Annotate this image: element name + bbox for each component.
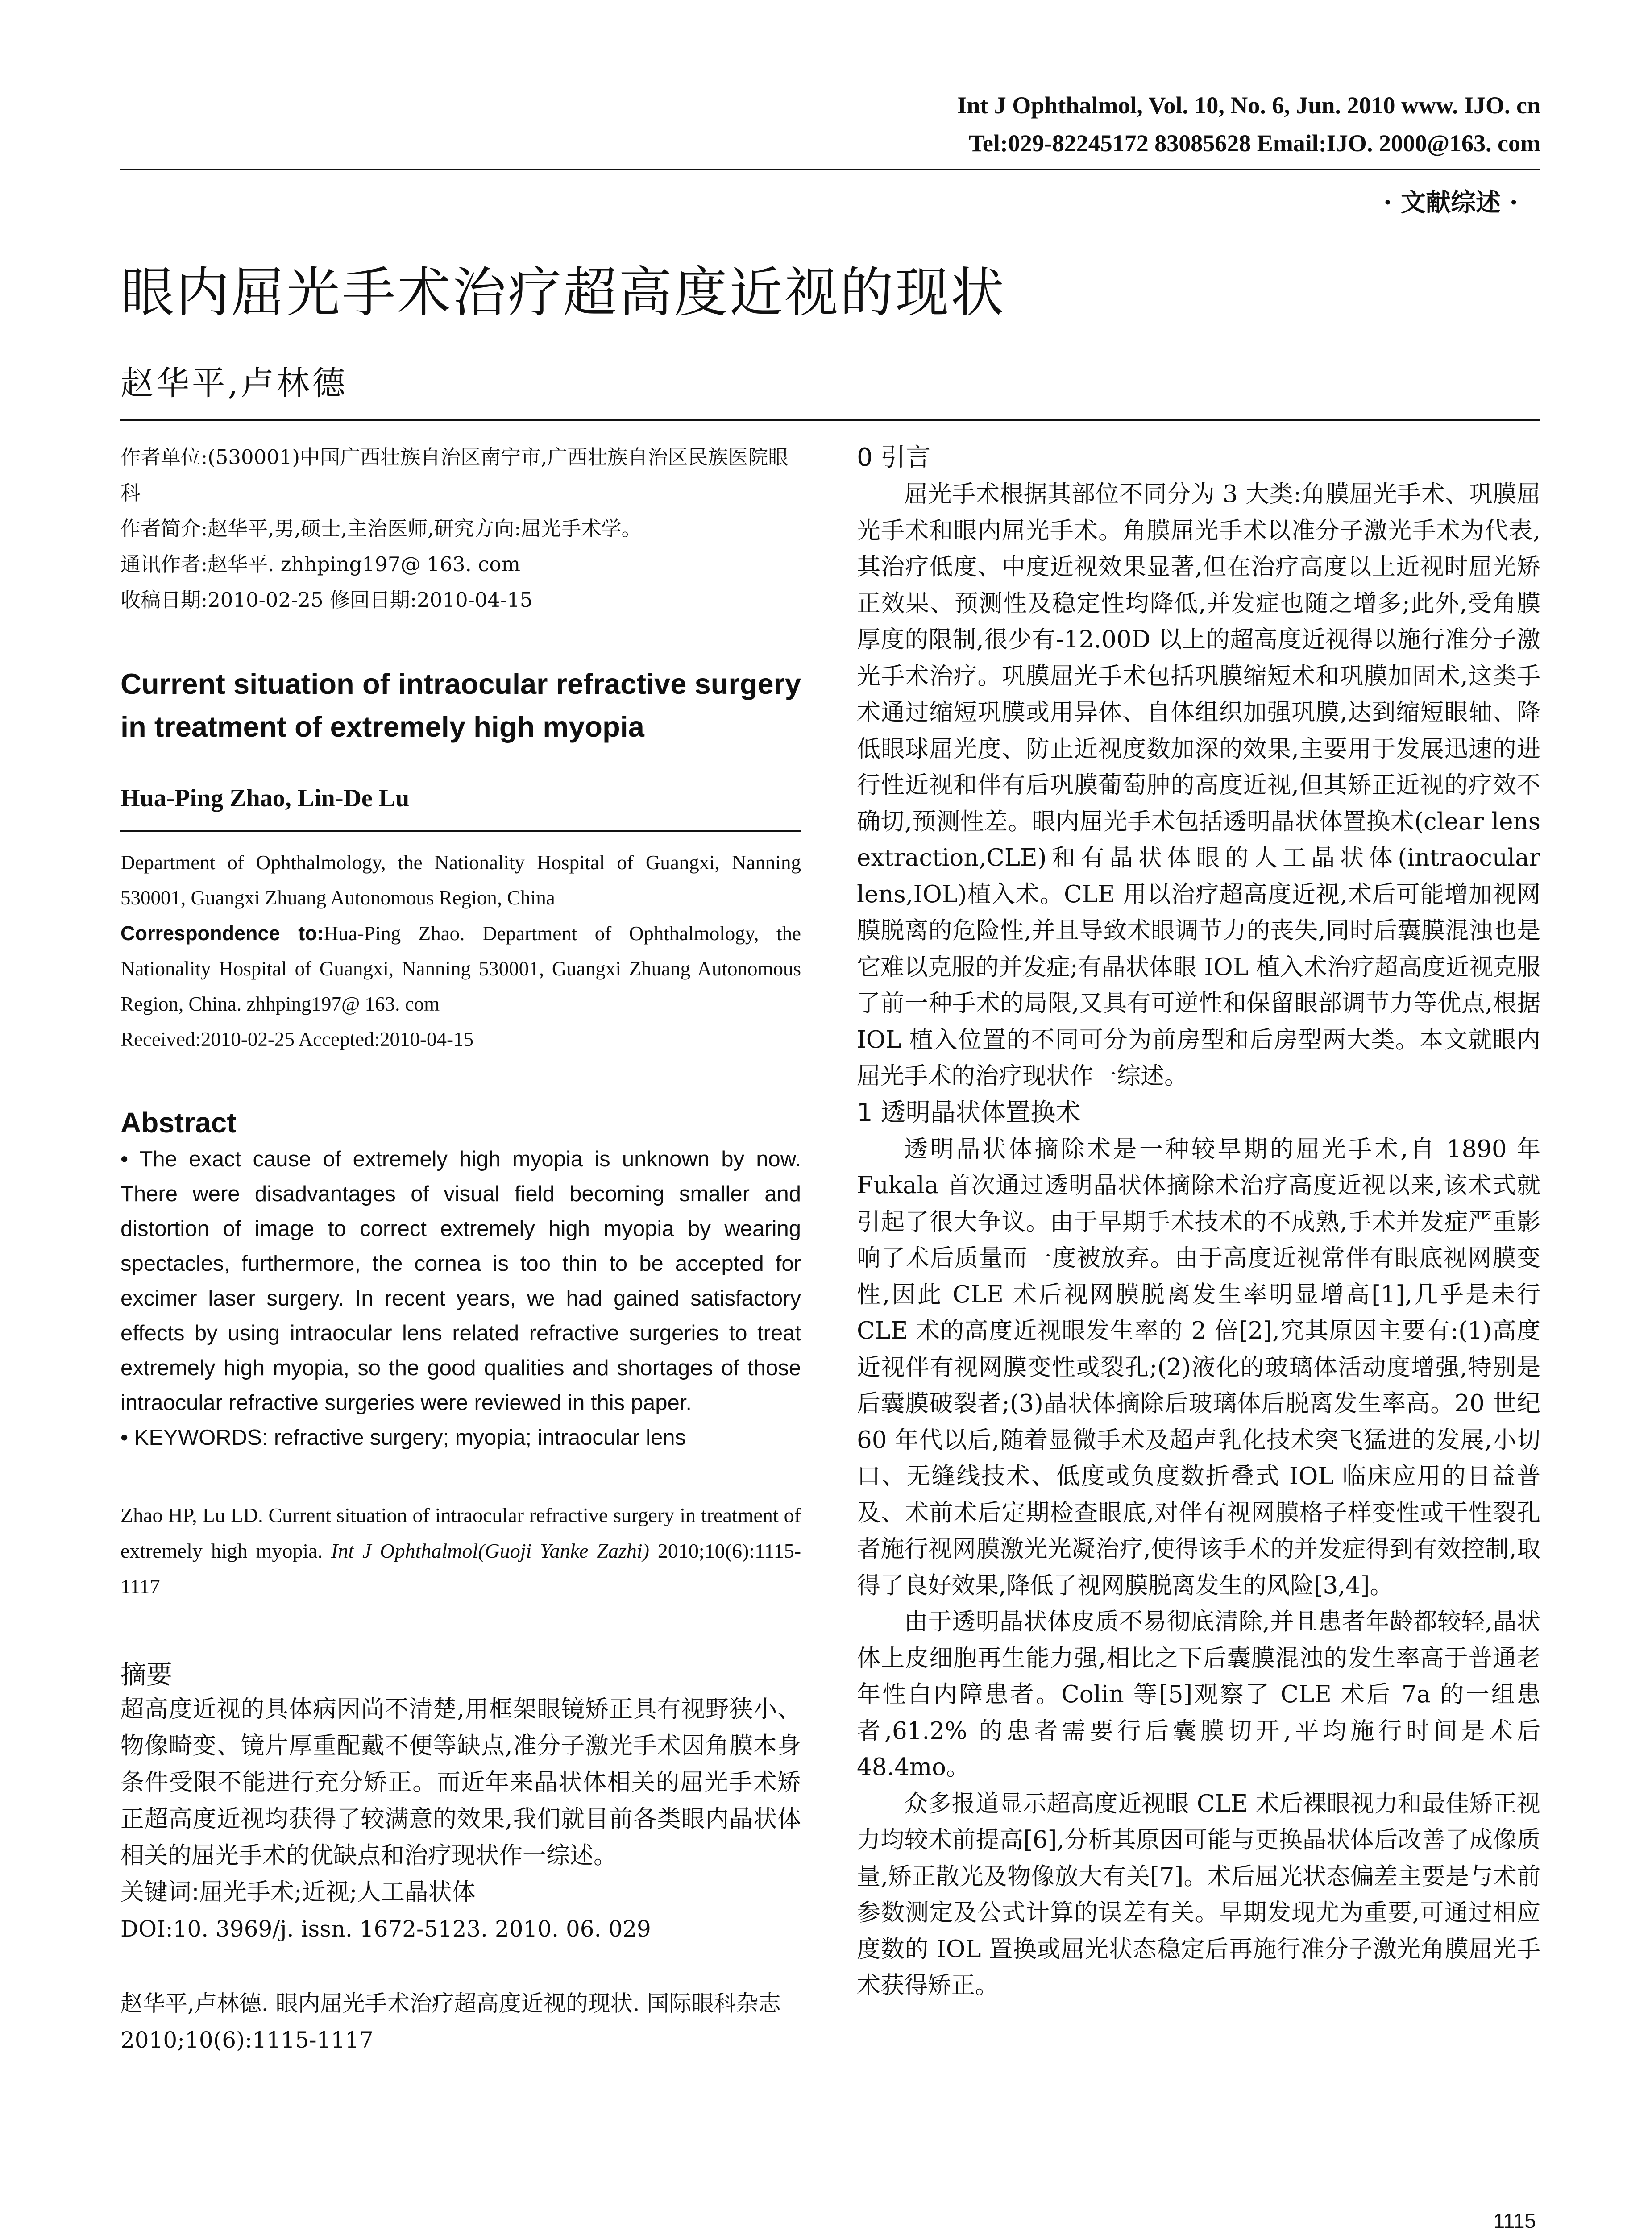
right-column <box>857 440 1540 2004</box>
english-title: Current situation of intraocular refractive surgery in treatment of extremely high myopia <box>120 668 801 743</box>
authors-chinese: 赵华平,卢林德 <box>120 364 348 402</box>
chinese-abstract-heading: 摘要 <box>120 1659 173 1690</box>
english-authors: Hua-Ping Zhao, Lin-De Lu <box>120 784 410 812</box>
section-1-paragraph-1: 透明晶状体摘除术是一种较早期的屈光手术,自 1890 年 Fukala 首次通过透明晶状体摘除术治疗高度近视以来,该术式就引起了很大争议。由于早期手术技术的不成熟,手术并发症严重影响了术后质量而一度被放弃。由于高度近视常伴有眼底视网膜变性,因此 CLE 术后视网膜脱离发生率明显增高[1],几乎是未行 CLE 术的高度近视眼发生率的 2 倍[2],究其原因主要有:(1)高度近视伴有视网膜变性或裂孔;(2)液化的玻璃体活动度增强,特别是后囊膜破裂者;(3)晶状体摘除后玻璃体后脱离发生率高。20 世纪 60 年代以后,随着显微手术及超声乳化技术突飞猛进的发展,小切口、无缝线技术、低度或负度数折叠式 IOL 临床应用的日益普及、术前术后定期检查眼底,对伴有视网膜格子样变性或干性裂孔者施行视网膜激光光凝治疗,使得该手术的并发症得到有效控制,取得了良好效果,降低了视网膜脱离发生的风险[3,4]。 <box>857 1135 1540 1599</box>
author-info-block <box>120 440 801 618</box>
citation-issue: 2010;10(6):1115-1117 <box>120 1539 801 1598</box>
chinese-keywords <box>120 1874 801 1911</box>
left-column <box>120 440 801 2058</box>
affiliation-divider <box>120 830 801 832</box>
author-bio: 作者简介:赵华平,男,硕士,主治医师,研究方向:屈光手术学。 <box>120 517 642 540</box>
abstract-heading: Abstract <box>120 1107 237 1139</box>
journal-contact-line: Tel:029-82245172 83085628 Email:IJO. 2000@163. com <box>968 130 1540 157</box>
section-tag: · 文献综述 · <box>1383 188 1518 217</box>
chinese-citation: 赵华平,卢林德. 眼内屈光手术治疗超高度近视的现状. 国际眼科杂志 2010;10(6):1115-1117 <box>120 1990 781 2053</box>
english-department: Department of Ophthalmology, the Nationality Hospital of Guangxi, Nanning 530001, Guangxi Zhuang Autonomous Region, China <box>120 851 801 909</box>
chinese-abstract-text: 超高度近视的具体病因尚不清楚,用框架眼镜矫正具有视野狭小、物像畸变、镜片厚重配戴不便等缺点,准分子激光手术因角膜本身条件受限不能进行充分矫正。而近年来晶状体相关的屈光手术矫正超高度近视均获得了较满意的效果,我们就目前各类眼内晶状体相关的屈光手术的优缺点和治疗现状作一综述。 <box>120 1696 801 1869</box>
author-affiliation: 作者单位:(530001)中国广西壮族自治区南宁市,广西壮族自治区民族医院眼科 <box>120 445 789 505</box>
abstract-keywords: • KEYWORDS: refractive surgery; myopia; intraocular lens <box>120 1426 686 1450</box>
journal-header-line: Int J Ophthalmol, Vol. 10, No. 6, Jun. 2010 www. IJO. cn <box>957 92 1540 119</box>
chinese-keywords-text: 屈光手术;近视;人工晶状体 <box>199 1879 476 1906</box>
abstract-text: • The exact cause of extremely high myopia is unknown by now. There were disadvantages of visual field becoming smaller and distortion of image to correct extremely high myopia by wearing spectacles, furthermore, the cornea is too thin to be accepted for excimer laser surgery. In recent years, we had gained satisfactory effects by using intraocular lens related refractive surgeries to treat extremely high myopia, so the good qualities and shortages of those intraocular refractive surgeries were reviewed in this paper. <box>120 1147 801 1415</box>
english-citation <box>120 1497 801 1605</box>
submission-dates: 收稿日期:2010-02-25 修回日期:2010-04-15 <box>120 588 533 612</box>
section-1-paragraph-3: 众多报道显示超高度近视眼 CLE 术后裸眼视力和最佳矫正视力均较术前提高[6],分析其原因可能与更换晶状体后改善了成像质量,矫正散光及物像放大有关[7]。术后屈光状态偏差主要是与术前参数测定及公式计算的误差有关。早期发现尤为重要,可通过相应度数的 IOL 置换或屈光状态稳定后再施行准分子激光角膜屈光手术获得矫正。 <box>857 1790 1540 1999</box>
corresponding-author: 通讯作者:赵华平. zhhping197@ 163. com <box>120 552 521 576</box>
section-1-heading: 1 透明晶状体置换术 <box>857 1098 1081 1127</box>
chinese-keywords-label: 关键词: <box>120 1879 199 1906</box>
doi: DOI:10. 3969/j. issn. 1672-5123. 2010. 06. 029 <box>120 1916 651 1942</box>
english-correspondence <box>120 916 801 1022</box>
citation-journal: Int J Ophthalmol(Guoji Yanke Zazhi) <box>331 1539 649 1562</box>
article-title: 眼内屈光手术治疗超高度近视的现状 <box>120 262 1006 324</box>
citation-text: Zhao HP, Lu LD. Current situation of intraocular refractive surgery in treatment of extremely high myopia. <box>120 1504 801 1562</box>
section-0-heading: 0 引言 <box>857 443 931 472</box>
english-affiliation-block <box>120 845 801 1057</box>
correspondence-label: Correspondence to: <box>120 922 324 945</box>
page-number: 1115 <box>1493 2209 1536 2231</box>
title-divider <box>120 419 1540 421</box>
correspondence-text: Hua-Ping Zhao. Department of Ophthalmology, the Nationality Hospital of Guangxi, Nanning 530001, Guangxi Zhuang Autonomous Region, China. zhhping197@ 163. com <box>120 922 801 1015</box>
header-divider <box>120 169 1540 170</box>
english-received-dates: Received:2010-02-25 Accepted:2010-04-15 <box>120 1028 474 1050</box>
section-0-paragraph-1: 屈光手术根据其部位不同分为 3 大类:角膜屈光手术、巩膜屈光手术和眼内屈光手术。角膜屈光手术以准分子激光手术为代表,其治疗低度、中度近视效果显著,但在治疗高度以上近视时屈光矫正效果、预测性及稳定性均降低,并发症也随之增多;此外,受角膜厚度的限制,很少有-12.00D 以上的超高度近视得以施行准分子激光手术治疗。巩膜屈光手术包括巩膜缩短术和巩膜加固术,这类手术通过缩短巩膜或用异体、自体组织加强巩膜,达到缩短眼轴、降低眼球屈光度、防止近视度数加深的效果,主要用于发展迅速的进行性近视和伴有后巩膜葡萄肿的高度近视,但其矫正近视的疗效不确切,预测性差。眼内屈光手术包括透明晶状体置换术(clear lens extraction,CLE)和有晶状体眼的人工晶状体(intraocular lens,IOL)植入术。CLE 用以治疗超高度近视,术后可能增加视网膜脱离的危险性,并且导致术眼调节力的丧失,同时后囊膜混浊也是它难以克服的并发症;有晶状体眼 IOL 植入术治疗超高度近视克服了前一种手术的局限,又具有可逆性和保留眼部调节力等优点,根据 IOL 植入位置的不同可分为前房型和后房型两大类。本文就眼内屈光手术的治疗现状作一综述。 <box>857 481 1540 1090</box>
section-1-paragraph-2: 由于透明晶状体皮质不易彻底清除,并且患者年龄都较轻,晶状体上皮细胞再生能力强,相比之下后囊膜混浊的发生率高于普通老年性白内障患者。Colin 等[5]观察了 CLE 术后 7a 的一组患者,61.2% 的患者需要行后囊膜切开,平均施行时间是术后 48.4mo。 <box>857 1608 1540 1781</box>
